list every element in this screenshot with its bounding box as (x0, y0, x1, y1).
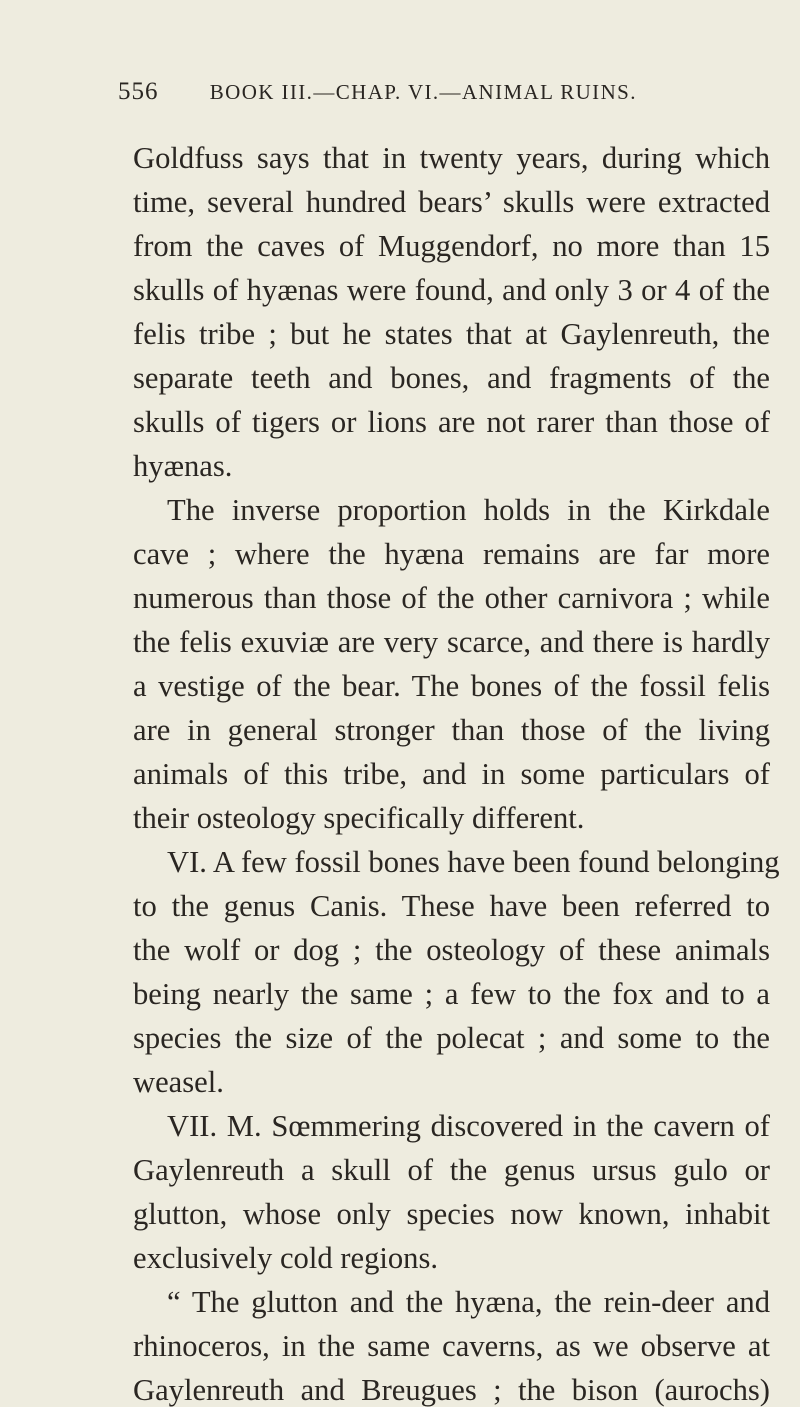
text-line: Gaylenreuth a skull of the genus ursus gulo or (133, 1153, 770, 1187)
text-line: VI. A few fossil bones have been found belonging (167, 845, 780, 879)
page-header (118, 78, 637, 106)
text-line: time, several hundred bears’ skulls were extracted (133, 185, 770, 219)
text-line: numerous than those of the other carnivora ; while (133, 581, 770, 615)
text-line: felis tribe ; but he states that at Gaylenreuth, the (133, 317, 770, 351)
text-line: hyænas. (133, 449, 233, 483)
text-line: are in general stronger than those of the living (133, 713, 770, 747)
text-line: a vestige of the bear. The bones of the fossil felis (133, 669, 770, 703)
text-line: exclusively cold regions. (133, 1241, 439, 1275)
text-line: separate teeth and bones, and fragments of the (133, 361, 770, 395)
text-line: weasel. (133, 1065, 224, 1099)
text-line: glutton, whose only species now known, inhabit (133, 1197, 770, 1231)
text-line: Goldfuss says that in twenty years, during which (133, 141, 770, 175)
text-line: skulls of tigers or lions are not rarer than those of (133, 405, 770, 439)
text-line: species the size of the polecat ; and some to the (133, 1021, 770, 1055)
text-line: rhinoceros, in the same caverns, as we observe at (133, 1329, 770, 1363)
text-line: being nearly the same ; a few to the fox and to a (133, 977, 770, 1011)
text-line: VII. M. Sœmmering discovered in the cavern of (167, 1109, 770, 1143)
running-head: BOOK III.—CHAP. VI.—ANIMAL RUINS. (209, 80, 637, 104)
page-number: 556 (118, 78, 159, 105)
text-line: skulls of hyænas were found, and only 3 or 4 of the (133, 273, 770, 307)
text-line: the felis exuviæ are very scarce, and there is hardly (133, 625, 770, 659)
text-line: Gaylenreuth and Breugues ; the bison (aurochs) (133, 1373, 770, 1407)
text-line: their osteology specifically different. (133, 801, 585, 835)
text-line: to the genus Canis. These have been referred to (133, 889, 770, 923)
text-line: The inverse proportion holds in the Kirkdale (167, 493, 770, 527)
text-line: animals of this tribe, and in some particulars of (133, 757, 770, 791)
text-line: “ The glutton and the hyæna, the rein-deer and (167, 1285, 770, 1319)
text-line: from the caves of Muggendorf, no more than 15 (133, 229, 770, 263)
text-line: cave ; where the hyæna remains are far more (133, 537, 770, 571)
text-line: the wolf or dog ; the osteology of these animals (133, 933, 770, 967)
